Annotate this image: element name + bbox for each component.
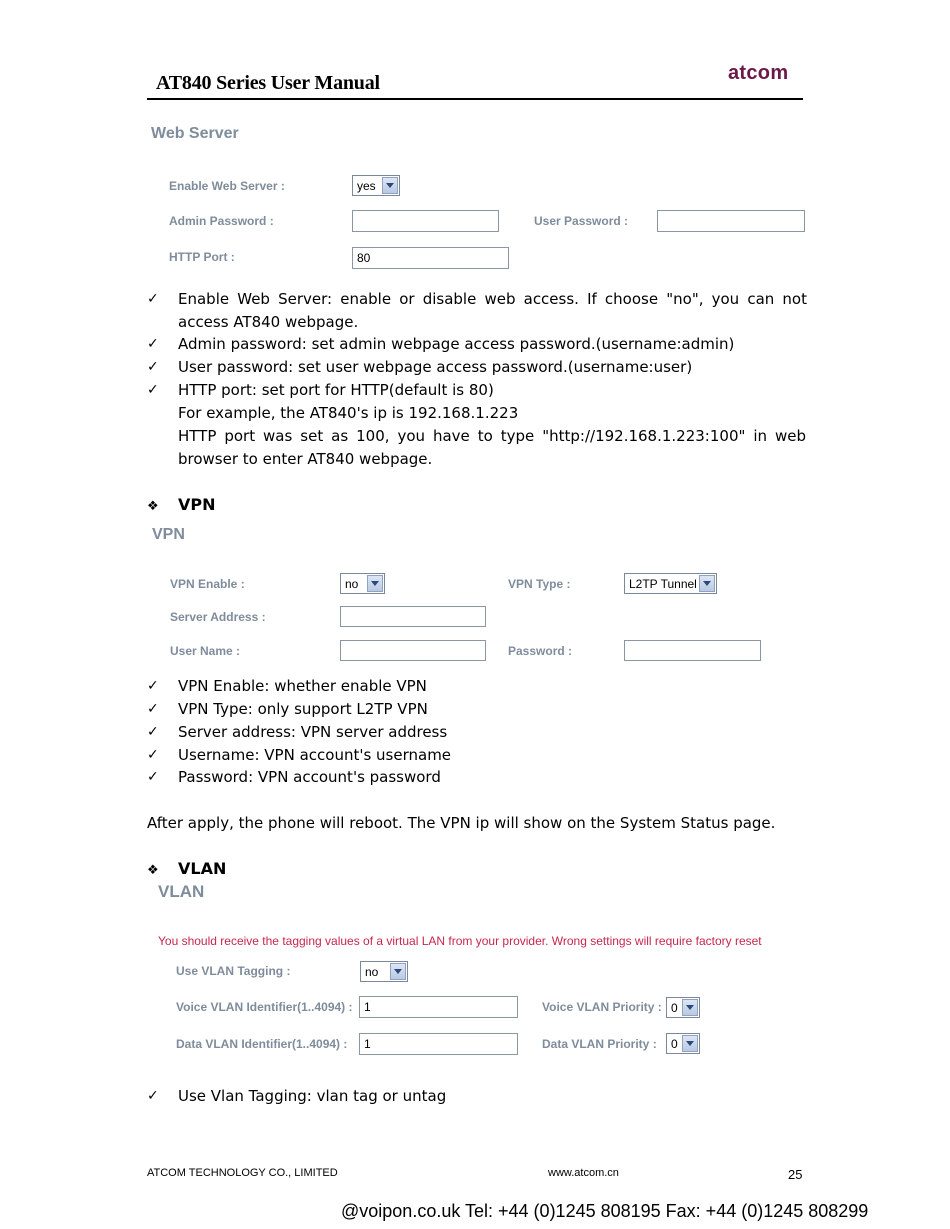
note-text: Username: VPN account's username (178, 746, 452, 764)
enable-web-server-value: yes (357, 178, 376, 193)
note-text: Admin password: set admin webpage access password.(username:admin) (178, 335, 735, 353)
check-icon: ✓ (147, 1088, 159, 1104)
header-rule (147, 98, 803, 100)
vpn-enable-value: no (345, 576, 359, 591)
voice-vlan-id-label: Voice VLAN Identifier(1..4094) : (176, 1000, 353, 1014)
chevron-down-icon (390, 963, 406, 980)
http-example-line: For example, the AT840's ip is 192.168.1.223 (178, 404, 519, 422)
enable-web-server-select[interactable] (352, 175, 400, 196)
vpn-password-input[interactable] (624, 640, 761, 661)
voice-vlan-priority-label: Voice VLAN Priority : (542, 1000, 662, 1014)
vlan-heading-text: VLAN (178, 859, 227, 878)
vpn-type-select[interactable] (624, 573, 717, 594)
vpn-enable-label: VPN Enable : (170, 577, 245, 591)
vpn-type-value: L2TP Tunnel (629, 576, 697, 591)
vlan-warning-text: You should receive the tagging values of a virtual LAN from your provider. Wrong settings will require factory reset (158, 934, 762, 948)
vpn-user-name-input[interactable] (340, 640, 486, 661)
list-item (147, 333, 807, 356)
page-number: 25 (788, 1167, 803, 1182)
atcom-logo: atcom (728, 62, 789, 84)
list-item (147, 356, 807, 379)
admin-password-label: Admin Password : (169, 214, 274, 228)
vpn-password-label: Password : (508, 644, 573, 658)
check-icon: ✓ (147, 336, 159, 352)
note-text: Use Vlan Tagging: vlan tag or untag (178, 1087, 447, 1105)
check-icon: ✓ (147, 769, 159, 785)
web-server-panel-title: Web Server (151, 125, 239, 142)
note-text: HTTP port: set port for HTTP(default is 80) (178, 381, 494, 399)
use-vlan-tagging-select[interactable] (360, 961, 408, 982)
note-text: VPN Enable: whether enable VPN (178, 677, 427, 695)
list-item (147, 744, 807, 767)
note-text: User password: set user webpage access password.(username:user) (178, 358, 693, 376)
vpn-enable-select[interactable] (340, 573, 385, 594)
check-icon: ✓ (147, 678, 159, 694)
note-text: Server address: VPN server address (178, 723, 448, 741)
diamond-bullet-icon: ❖ (147, 863, 159, 878)
data-vlan-priority-value: 0 (671, 1036, 678, 1051)
list-item (147, 721, 807, 744)
check-icon: ✓ (147, 382, 159, 398)
user-password-input[interactable] (657, 210, 805, 232)
chevron-down-icon (682, 1035, 698, 1052)
use-vlan-tagging-label: Use VLAN Tagging : (176, 964, 291, 978)
check-icon: ✓ (147, 701, 159, 717)
server-address-input[interactable] (340, 606, 486, 627)
data-vlan-id-label: Data VLAN Identifier(1..4094) : (176, 1037, 348, 1051)
list-item (147, 698, 807, 721)
http-port-input[interactable]: 80 (352, 247, 509, 269)
vlan-panel-title: VLAN (158, 882, 205, 901)
chevron-down-icon (699, 575, 715, 592)
check-icon: ✓ (147, 359, 159, 375)
voice-vlan-priority-value: 0 (671, 1000, 678, 1015)
vpn-type-label: VPN Type : (508, 577, 571, 591)
check-icon: ✓ (147, 724, 159, 740)
footer-website: www.atcom.cn (548, 1167, 619, 1179)
data-vlan-id-input[interactable]: 1 (359, 1033, 518, 1055)
vpn-section-heading (147, 493, 216, 518)
vpn-panel-title: VPN (152, 526, 185, 543)
vlan-section-heading (147, 857, 226, 882)
use-vlan-tagging-value: no (365, 964, 379, 979)
voice-vlan-id-input[interactable]: 1 (359, 996, 518, 1018)
list-item (147, 288, 807, 334)
after-apply-paragraph: After apply, the phone will reboot. The VPN ip will show on the System Status page. (147, 814, 776, 832)
list-item (147, 1085, 807, 1108)
server-address-label: Server Address : (170, 610, 266, 624)
http-example-line: HTTP port was set as 100, you have to type "http://192.168.1.223:100" in web browser to enter AT840 webpage. (178, 427, 806, 468)
check-icon: ✓ (147, 747, 159, 763)
vpn-heading-text: VPN (178, 495, 216, 514)
check-icon: ✓ (147, 291, 159, 307)
vpn-user-name-label: User Name : (170, 644, 241, 658)
data-vlan-priority-select[interactable] (666, 1033, 700, 1054)
diamond-bullet-icon: ❖ (147, 499, 159, 514)
voice-vlan-priority-select[interactable] (666, 997, 700, 1018)
document-title: AT840 Series User Manual (156, 72, 380, 94)
chevron-down-icon (382, 177, 398, 194)
chevron-down-icon (367, 575, 383, 592)
contact-line: @voipon.co.uk Tel: +44 (0)1245 808195 Fax: +44 (0)1245 808299 (341, 1201, 869, 1221)
chevron-down-icon (682, 999, 698, 1016)
note-text: Enable Web Server: enable or disable web access. If choose "no", you can not access AT840 webpage. (178, 290, 807, 331)
list-item (147, 675, 807, 698)
data-vlan-priority-label: Data VLAN Priority : (542, 1037, 657, 1051)
note-text: VPN Type: only support L2TP VPN (178, 700, 428, 718)
admin-password-input[interactable] (352, 210, 499, 232)
note-text: Password: VPN account's password (178, 768, 441, 786)
user-password-label: User Password : (534, 214, 629, 228)
list-item (147, 379, 807, 402)
enable-web-server-label: Enable Web Server : (169, 179, 285, 193)
http-port-label: HTTP Port : (169, 250, 235, 264)
list-item (147, 766, 807, 789)
footer-company: ATCOM TECHNOLOGY CO., LIMITED (147, 1167, 338, 1179)
